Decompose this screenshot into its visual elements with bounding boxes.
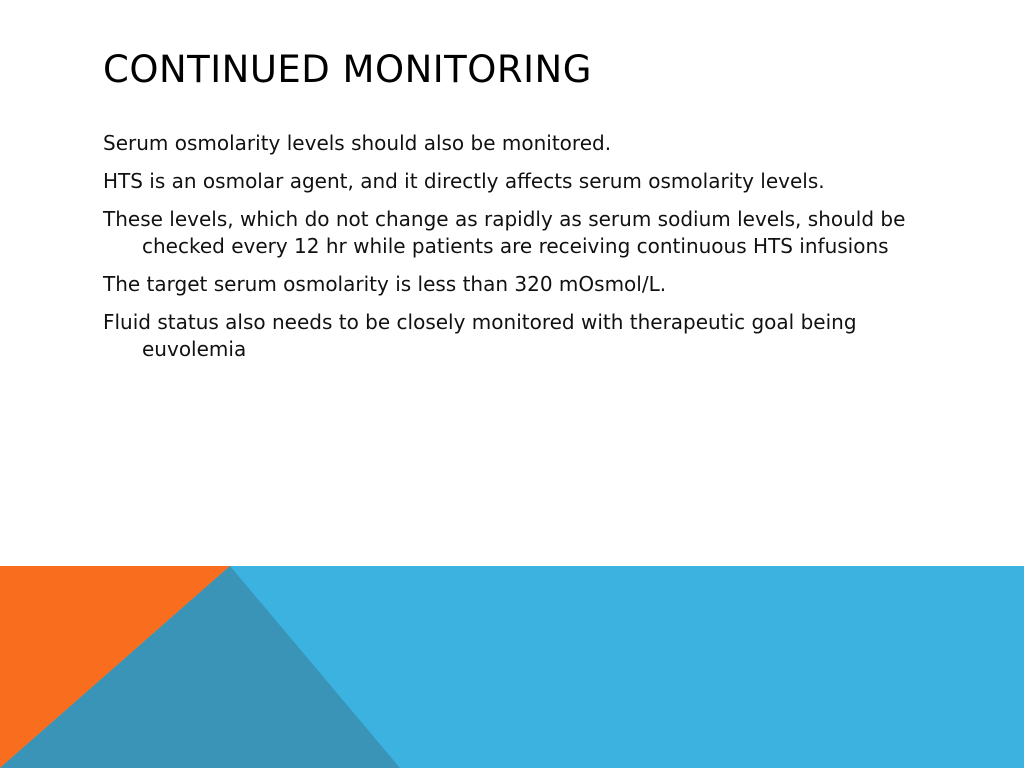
body-paragraph: The target serum osmolarity is less than 320 mOsmol/L. — [103, 272, 667, 296]
body-paragraph: Fluid status also needs to be closely monitored with therapeutic goal being euvolemia — [103, 310, 857, 361]
body-paragraph: Serum osmolarity levels should also be monitored. — [103, 131, 612, 155]
body-paragraph: HTS is an osmolar agent, and it directly affects serum osmolarity levels. — [103, 169, 825, 193]
slide-title: CONTINUED MONITORING — [103, 48, 592, 91]
body-paragraph: These levels, which do not change as rapidly as serum sodium levels, should be checked every 12 hr while patients are receiving continuous HTS infusions — [103, 207, 906, 258]
